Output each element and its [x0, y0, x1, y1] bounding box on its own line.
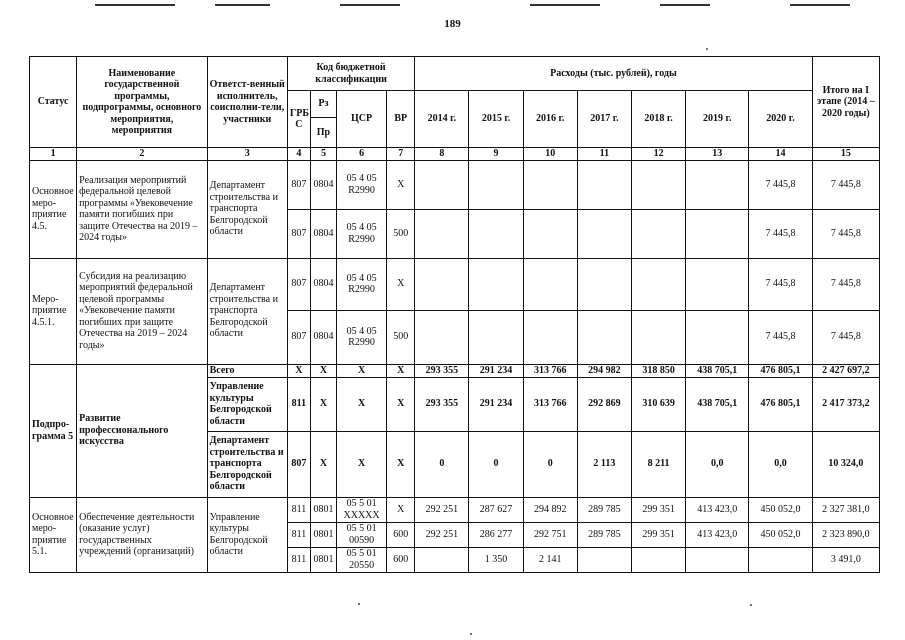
executor-cell: Управление культуры Белгородской области	[207, 377, 287, 431]
column-number: 11	[577, 148, 631, 161]
budget-table	[29, 56, 880, 573]
year-2020-cell: 7 445,8	[749, 258, 812, 310]
grbs-cell: 807	[287, 160, 310, 209]
total-cell: 7 445,8	[812, 209, 879, 258]
total-cell: 2 417 373,2	[812, 377, 879, 431]
scan-speck	[750, 604, 752, 606]
program-name-cell: Развитие профессионального искусства	[77, 364, 207, 497]
column-number: 2	[77, 148, 207, 161]
vr-cell: X	[387, 377, 415, 431]
year-2018-cell: 299 351	[631, 497, 685, 522]
column-number: 4	[287, 148, 310, 161]
status-cell: Меро-приятие 4.5.1.	[30, 258, 77, 364]
total-cell: 7 445,8	[812, 258, 879, 310]
scan-edge-line	[215, 4, 270, 6]
vr-cell: X	[387, 497, 415, 522]
year-2017-cell: 289 785	[577, 497, 631, 522]
grbs-cell: 811	[287, 522, 310, 547]
total-cell: 2 427 697,2	[812, 364, 879, 377]
vr-cell: X	[387, 431, 415, 497]
scan-edge-line	[340, 4, 400, 6]
year-2019-cell	[686, 310, 749, 364]
year-2015-cell: 286 277	[469, 522, 523, 547]
year-2017-cell	[577, 310, 631, 364]
program-name-cell: Обеспечение деятельности (оказание услуг) государственных учреждений (организаций)	[77, 497, 207, 572]
rzpr-cell: 0804	[310, 160, 336, 209]
vr-cell: X	[387, 364, 415, 377]
year-2019-cell	[686, 209, 749, 258]
csr-cell: X	[337, 431, 387, 497]
rzpr-cell: 0801	[310, 547, 336, 572]
column-number: 9	[469, 148, 523, 161]
year-2015-cell	[469, 310, 523, 364]
year-2020-cell: 450 052,0	[749, 497, 812, 522]
year-2016-cell: 292 751	[523, 522, 577, 547]
header-year-2020: 2020 г.	[749, 91, 812, 148]
program-name-cell: Реализация мероприятий федеральной целевой программы «Увековечение памяти погибших при защите Отечества на 2019 – 2024 годы»	[77, 160, 207, 258]
grbs-cell: 807	[287, 310, 310, 364]
year-2017-cell: 294 982	[577, 364, 631, 377]
total-cell: 7 445,8	[812, 160, 879, 209]
year-2017-cell: 289 785	[577, 522, 631, 547]
year-2017-cell: 292 869	[577, 377, 631, 431]
csr-cell: 05 5 01 XXXXX	[337, 497, 387, 522]
grbs-cell: 807	[287, 431, 310, 497]
header-executor: Ответст-венный исполнитель, соисполни-тели, участники	[207, 57, 287, 148]
rzpr-cell: X	[310, 377, 336, 431]
year-2019-cell: 413 423,0	[686, 497, 749, 522]
executor-cell: Управление культуры Белгородской области	[207, 497, 287, 572]
year-2020-cell	[749, 547, 812, 572]
year-2014-cell: 292 251	[415, 522, 469, 547]
total-cell: 7 445,8	[812, 310, 879, 364]
year-2016-cell	[523, 160, 577, 209]
grbs-cell: 807	[287, 209, 310, 258]
year-2014-cell: 292 251	[415, 497, 469, 522]
rzpr-cell: 0801	[310, 497, 336, 522]
year-2018-cell	[631, 160, 685, 209]
column-number: 10	[523, 148, 577, 161]
column-number: 8	[415, 148, 469, 161]
rzpr-cell: 0804	[310, 209, 336, 258]
rzpr-cell: 0801	[310, 522, 336, 547]
scan-edge-line	[660, 4, 710, 6]
year-2019-cell	[686, 547, 749, 572]
header-year-2018: 2018 г.	[631, 91, 685, 148]
header-status: Статус	[30, 57, 77, 148]
year-2020-cell: 7 445,8	[749, 209, 812, 258]
year-2015-cell: 287 627	[469, 497, 523, 522]
rzpr-cell: 0804	[310, 310, 336, 364]
header-expenses: Расходы (тыс. рублей), годы	[415, 57, 812, 91]
program-name-cell: Субсидия на реализацию мероприятий федеральной целевой программы «Увековечение памяти погибших при защите Отечества на 2019 – 2024 годы»	[77, 258, 207, 364]
scan-speck	[358, 603, 360, 605]
year-2018-cell	[631, 209, 685, 258]
year-2017-cell: 2 113	[577, 431, 631, 497]
year-2020-cell: 7 445,8	[749, 310, 812, 364]
year-2019-cell	[686, 160, 749, 209]
year-2014-cell	[415, 310, 469, 364]
header-year-2015: 2015 г.	[469, 91, 523, 148]
year-2015-cell	[469, 258, 523, 310]
year-2019-cell: 0,0	[686, 431, 749, 497]
year-2014-cell	[415, 258, 469, 310]
year-2016-cell: 2 141	[523, 547, 577, 572]
grbs-cell: 807	[287, 258, 310, 310]
year-2020-cell: 450 052,0	[749, 522, 812, 547]
year-2018-cell: 318 850	[631, 364, 685, 377]
header-year-2014: 2014 г.	[415, 91, 469, 148]
year-2020-cell: 0,0	[749, 431, 812, 497]
column-number: 6	[337, 148, 387, 161]
grbs-cell: 811	[287, 377, 310, 431]
year-2019-cell	[686, 258, 749, 310]
scan-speck	[706, 48, 708, 50]
csr-cell: X	[337, 364, 387, 377]
executor-cell: Департамент строительства и транспорта Белгородской области	[207, 160, 287, 258]
header-name: Наименование государственной программы, подпрограммы, основного мероприятия, мероприятия	[77, 57, 207, 148]
total-cell: 10 324,0	[812, 431, 879, 497]
header-pr: Пр	[310, 118, 336, 148]
year-2015-cell: 291 234	[469, 377, 523, 431]
vr-cell: 600	[387, 547, 415, 572]
rzpr-cell: 0804	[310, 258, 336, 310]
executor-cell: Всего	[207, 364, 287, 377]
csr-cell: 05 4 05 R2990	[337, 258, 387, 310]
scan-edge-line	[530, 4, 600, 6]
year-2020-cell: 7 445,8	[749, 160, 812, 209]
executor-cell: Департамент строительства и транспорта Белгородской области	[207, 431, 287, 497]
header-vr: ВР	[387, 91, 415, 148]
column-number: 7	[387, 148, 415, 161]
year-2014-cell	[415, 160, 469, 209]
year-2016-cell	[523, 258, 577, 310]
status-cell: Основное меро-приятие 5.1.	[30, 497, 77, 572]
csr-cell: 05 5 01 20550	[337, 547, 387, 572]
year-2019-cell: 438 705,1	[686, 364, 749, 377]
year-2018-cell: 299 351	[631, 522, 685, 547]
column-number: 14	[749, 148, 812, 161]
year-2018-cell: 310 639	[631, 377, 685, 431]
grbs-cell: X	[287, 364, 310, 377]
vr-cell: X	[387, 258, 415, 310]
year-2020-cell: 476 805,1	[749, 377, 812, 431]
year-2015-cell	[469, 160, 523, 209]
year-2014-cell: 293 355	[415, 364, 469, 377]
year-2019-cell: 413 423,0	[686, 522, 749, 547]
vr-cell: X	[387, 160, 415, 209]
column-number: 1	[30, 148, 77, 161]
year-2015-cell: 1 350	[469, 547, 523, 572]
grbs-cell: 811	[287, 547, 310, 572]
header-year-2019: 2019 г.	[686, 91, 749, 148]
vr-cell: 500	[387, 310, 415, 364]
column-number: 3	[207, 148, 287, 161]
column-number: 13	[686, 148, 749, 161]
total-cell: 2 323 890,0	[812, 522, 879, 547]
year-2017-cell	[577, 209, 631, 258]
year-2015-cell	[469, 209, 523, 258]
year-2018-cell	[631, 547, 685, 572]
csr-cell: 05 4 05 R2990	[337, 160, 387, 209]
year-2016-cell: 313 766	[523, 377, 577, 431]
year-2014-cell	[415, 209, 469, 258]
year-2016-cell	[523, 310, 577, 364]
vr-cell: 600	[387, 522, 415, 547]
year-2016-cell	[523, 209, 577, 258]
year-2016-cell: 313 766	[523, 364, 577, 377]
year-2014-cell: 0	[415, 431, 469, 497]
header-grbs: ГРБ С	[287, 91, 310, 148]
column-number: 5	[310, 148, 336, 161]
year-2014-cell	[415, 547, 469, 572]
csr-cell: X	[337, 377, 387, 431]
year-2019-cell: 438 705,1	[686, 377, 749, 431]
year-2020-cell: 476 805,1	[749, 364, 812, 377]
total-cell: 2 327 381,0	[812, 497, 879, 522]
total-cell: 3 491,0	[812, 547, 879, 572]
year-2016-cell: 0	[523, 431, 577, 497]
status-cell: Основное меро-приятие 4.5.	[30, 160, 77, 258]
year-2017-cell	[577, 258, 631, 310]
grbs-cell: 811	[287, 497, 310, 522]
rzpr-cell: X	[310, 431, 336, 497]
year-2018-cell	[631, 258, 685, 310]
year-2016-cell: 294 892	[523, 497, 577, 522]
csr-cell: 05 4 05 R2990	[337, 310, 387, 364]
year-2018-cell	[631, 310, 685, 364]
status-cell: Подпро-грамма 5	[30, 364, 77, 497]
header-budget-code: Код бюджетной классификации	[287, 57, 414, 91]
scan-edge-line	[790, 4, 850, 6]
column-number: 12	[631, 148, 685, 161]
header-total: Итого на I этапе (2014 – 2020 годы)	[812, 57, 879, 148]
year-2017-cell	[577, 160, 631, 209]
vr-cell: 500	[387, 209, 415, 258]
header-csr: ЦСР	[337, 91, 387, 148]
year-2014-cell: 293 355	[415, 377, 469, 431]
csr-cell: 05 4 05 R2990	[337, 209, 387, 258]
column-number: 15	[812, 148, 879, 161]
rzpr-cell: X	[310, 364, 336, 377]
csr-cell: 05 5 01 00590	[337, 522, 387, 547]
year-2015-cell: 0	[469, 431, 523, 497]
year-2018-cell: 8 211	[631, 431, 685, 497]
scan-speck	[470, 633, 472, 635]
header-year-2017: 2017 г.	[577, 91, 631, 148]
year-2015-cell: 291 234	[469, 364, 523, 377]
header-year-2016: 2016 г.	[523, 91, 577, 148]
header-rz: Рз	[310, 91, 336, 118]
executor-cell: Департамент строительства и транспорта Белгородской области	[207, 258, 287, 364]
scan-edge-line	[95, 4, 175, 6]
page-number: 189	[444, 18, 461, 30]
year-2017-cell	[577, 547, 631, 572]
